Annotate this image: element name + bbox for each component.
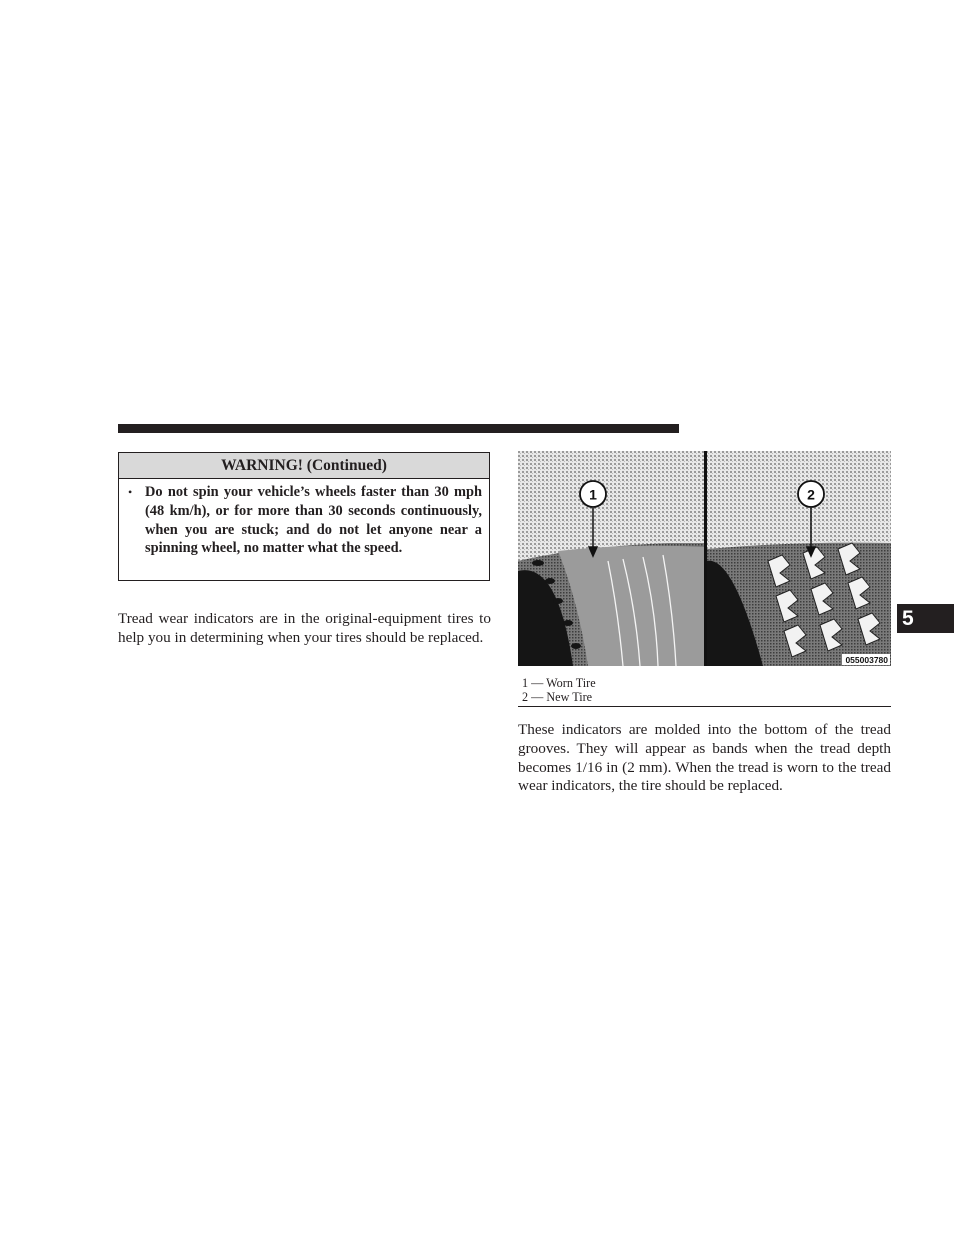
body-paragraph: These indicators are molded into the bottom of the tread grooves. They will appear as bands when the tread depth becomes 1/16 in (2 mm). When the tread is worn to the tread wear indicators, the tire should be replaced. bbox=[518, 721, 891, 795]
caption-worn-tire: 1 — Worn Tire bbox=[522, 676, 596, 690]
warning-text: Do not spin your vehicle’s wheels faster than 30 mph (48 km/h), or for more than 30 seconds continuously, when you are stuck; and do not let anyone near a spinning wheel, no matter what the speed. bbox=[145, 484, 482, 557]
callout-2 bbox=[798, 481, 824, 507]
figure-caption bbox=[522, 676, 596, 704]
warning-title: WARNING! (Continued) bbox=[119, 453, 489, 479]
callout-1 bbox=[580, 481, 606, 507]
warning-list-item bbox=[119, 479, 489, 558]
caption-rule bbox=[518, 706, 891, 707]
callout-1-label: 1 bbox=[589, 486, 597, 503]
callout-2-label: 2 bbox=[807, 486, 815, 503]
intro-paragraph: Tread wear indicators are in the original-equipment tires to help you in determining when your tires should be replaced. bbox=[118, 610, 491, 646]
tread-illustration bbox=[518, 451, 891, 666]
image-code: 055003780 bbox=[845, 655, 888, 665]
warning-box bbox=[118, 452, 490, 581]
section-rule bbox=[118, 424, 679, 433]
bullet-icon: • bbox=[128, 485, 133, 499]
chapter-tab: 5 bbox=[897, 604, 954, 633]
tread-wear-figure bbox=[518, 451, 891, 666]
caption-new-tire: 2 — New Tire bbox=[522, 690, 593, 704]
